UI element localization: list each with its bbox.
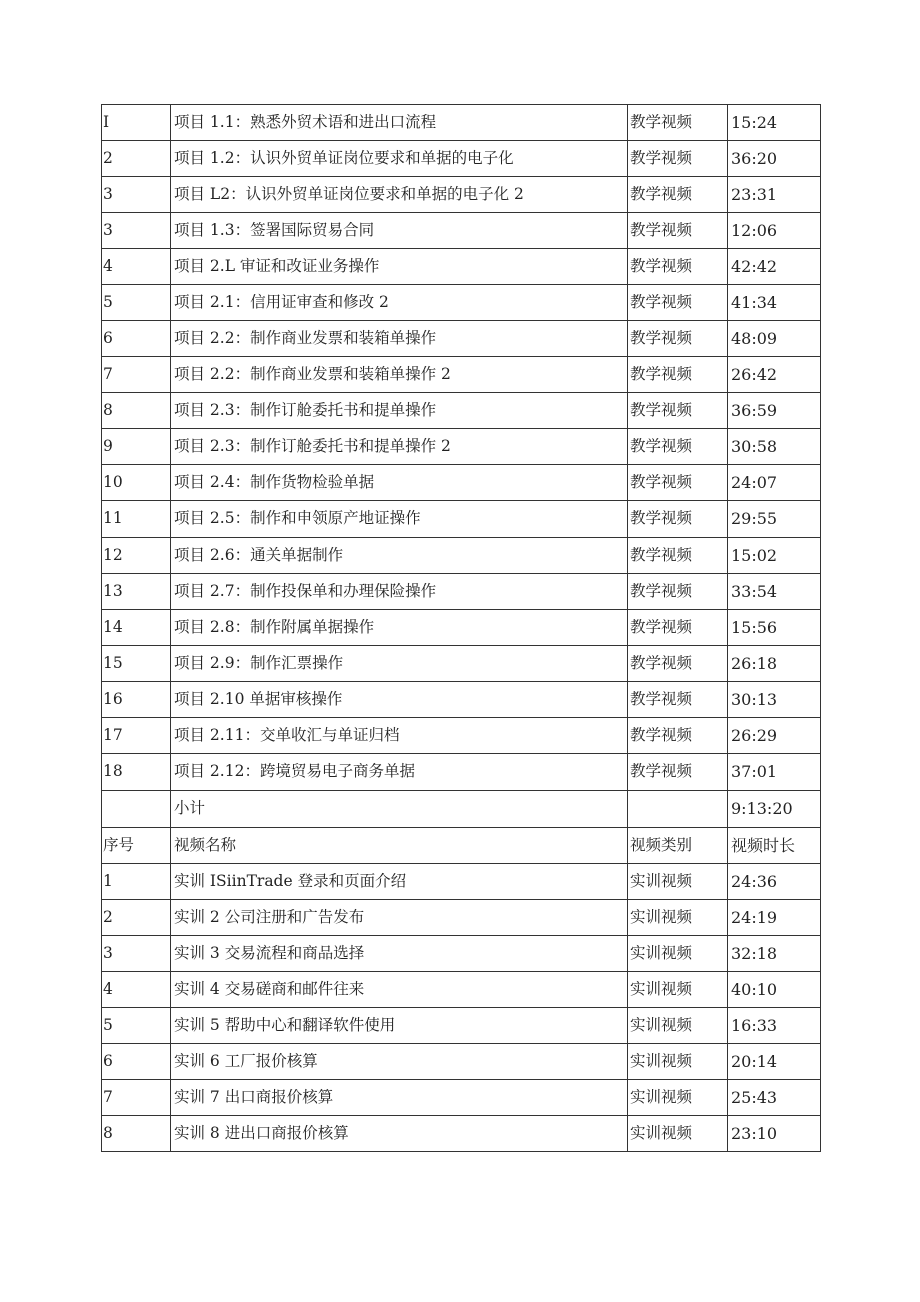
table-row: [102, 105, 821, 141]
video-duration-cell: 16:33: [728, 1008, 821, 1044]
row-number-cell: 6: [102, 1044, 171, 1080]
video-name-cell: 视频名称: [171, 828, 628, 864]
video-type-cell: [628, 791, 728, 828]
video-name-cell: 项目 2.2：制作商业发票和装箱单操作 2: [171, 357, 628, 393]
video-name-cell: 项目 2.5：制作和申领原产地证操作: [171, 501, 628, 538]
table-row: [102, 501, 821, 538]
table-row: [102, 213, 821, 249]
video-duration-cell: 25:43: [728, 1080, 821, 1116]
video-type-cell: 教学视频: [628, 285, 728, 321]
video-name-cell: 项目 2.3：制作订舱委托书和提单操作 2: [171, 429, 628, 465]
video-duration-cell: 15:02: [728, 538, 821, 574]
video-name-cell: 项目 2.12：跨境贸易电子商务单据: [171, 754, 628, 791]
row-number-cell: 4: [102, 972, 171, 1008]
row-number-cell: 3: [102, 177, 171, 213]
video-name-cell: 项目 2.2：制作商业发票和装箱单操作: [171, 321, 628, 357]
row-number-cell: 5: [102, 1008, 171, 1044]
video-type-cell: 教学视频: [628, 213, 728, 249]
video-duration-cell: 26:29: [728, 718, 821, 754]
video-duration-cell: 9:13:20: [728, 791, 821, 828]
row-number-cell: 17: [102, 718, 171, 754]
video-type-cell: 视频类别: [628, 828, 728, 864]
row-number-cell: 9: [102, 429, 171, 465]
row-number-cell: 2: [102, 141, 171, 177]
video-duration-cell: 24:36: [728, 864, 821, 900]
video-type-cell: 实训视频: [628, 1080, 728, 1116]
video-name-cell: 项目 2.7：制作投保单和办理保险操作: [171, 574, 628, 610]
video-type-cell: 教学视频: [628, 465, 728, 501]
row-number-cell: 5: [102, 285, 171, 321]
row-number-cell: 16: [102, 682, 171, 718]
table-row: [102, 1080, 821, 1116]
row-number-cell: 7: [102, 1080, 171, 1116]
video-type-cell: 教学视频: [628, 754, 728, 791]
video-duration-cell: 24:19: [728, 900, 821, 936]
video-duration-cell: 15:24: [728, 105, 821, 141]
video-type-cell: 教学视频: [628, 105, 728, 141]
video-type-cell: 教学视频: [628, 610, 728, 646]
table-row: [102, 610, 821, 646]
row-number-cell: 2: [102, 900, 171, 936]
row-number-cell: 15: [102, 646, 171, 682]
video-name-cell: 实训 8 进出口商报价核算: [171, 1116, 628, 1152]
video-duration-cell: 37:01: [728, 754, 821, 791]
video-name-cell: 实训 4 交易磋商和邮件往来: [171, 972, 628, 1008]
video-name-cell: 项目 2.9：制作汇票操作: [171, 646, 628, 682]
video-name-cell: 项目 2.1：信用证审查和修改 2: [171, 285, 628, 321]
row-number-cell: 10: [102, 465, 171, 501]
table-row: [102, 646, 821, 682]
table-row: [102, 828, 821, 864]
table-row: [102, 357, 821, 393]
row-number-cell: 3: [102, 213, 171, 249]
table-row: [102, 285, 821, 321]
video-duration-cell: 36:20: [728, 141, 821, 177]
table-row: [102, 538, 821, 574]
table-row: [102, 682, 821, 718]
video-type-cell: 教学视频: [628, 393, 728, 429]
video-duration-cell: 20:14: [728, 1044, 821, 1080]
video-name-cell: 实训 7 出口商报价核算: [171, 1080, 628, 1116]
video-duration-cell: 40:10: [728, 972, 821, 1008]
video-duration-cell: 23:31: [728, 177, 821, 213]
table-row: [102, 177, 821, 213]
video-duration-cell: 33:54: [728, 574, 821, 610]
video-name-cell: 项目 1.1：熟悉外贸术语和进出口流程: [171, 105, 628, 141]
video-type-cell: 教学视频: [628, 538, 728, 574]
video-type-cell: 教学视频: [628, 321, 728, 357]
row-number-cell: 6: [102, 321, 171, 357]
table-row: [102, 393, 821, 429]
video-name-cell: 项目 2.11：交单收汇与单证归档: [171, 718, 628, 754]
video-duration-cell: 29:55: [728, 501, 821, 538]
video-name-cell: 项目 2.4：制作货物检验单据: [171, 465, 628, 501]
video-type-cell: 教学视频: [628, 646, 728, 682]
row-number-cell: 1: [102, 864, 171, 900]
table-row: [102, 465, 821, 501]
video-name-cell: 实训 2 公司注册和广告发布: [171, 900, 628, 936]
row-number-cell: 18: [102, 754, 171, 791]
row-number-cell: 8: [102, 393, 171, 429]
table-row: [102, 429, 821, 465]
table-row: [102, 972, 821, 1008]
video-type-cell: 教学视频: [628, 718, 728, 754]
table-row: [102, 574, 821, 610]
video-name-cell: 项目 2.L 审证和改证业务操作: [171, 249, 628, 285]
video-name-cell: 项目 1.3：签署国际贸易合同: [171, 213, 628, 249]
table-row: [102, 791, 821, 828]
table-row: [102, 1008, 821, 1044]
video-type-cell: 教学视频: [628, 682, 728, 718]
video-duration-cell: 41:34: [728, 285, 821, 321]
table-row: [102, 321, 821, 357]
row-number-cell: 4: [102, 249, 171, 285]
table-row: [102, 1044, 821, 1080]
video-duration-cell: 视频时长: [728, 828, 821, 864]
row-number-cell: 3: [102, 936, 171, 972]
table-row: [102, 900, 821, 936]
table-row: [102, 1116, 821, 1152]
video-type-cell: 教学视频: [628, 177, 728, 213]
video-name-cell: 实训 ISiinTrade 登录和页面介绍: [171, 864, 628, 900]
video-type-cell: 教学视频: [628, 429, 728, 465]
video-duration-cell: 42:42: [728, 249, 821, 285]
video-type-cell: 教学视频: [628, 249, 728, 285]
video-duration-cell: 48:09: [728, 321, 821, 357]
video-list-table: [101, 104, 821, 1152]
video-type-cell: 教学视频: [628, 501, 728, 538]
row-number-cell: 11: [102, 501, 171, 538]
video-type-cell: 实训视频: [628, 1044, 728, 1080]
table-row: [102, 249, 821, 285]
row-number-cell: 12: [102, 538, 171, 574]
video-name-cell: 项目 2.3：制作订舱委托书和提单操作: [171, 393, 628, 429]
row-number-cell: 14: [102, 610, 171, 646]
video-duration-cell: 30:58: [728, 429, 821, 465]
row-number-cell: 7: [102, 357, 171, 393]
video-duration-cell: 36:59: [728, 393, 821, 429]
video-duration-cell: 23:10: [728, 1116, 821, 1152]
row-number-cell: I: [102, 105, 171, 141]
video-duration-cell: 30:13: [728, 682, 821, 718]
video-duration-cell: 26:42: [728, 357, 821, 393]
video-duration-cell: 15:56: [728, 610, 821, 646]
video-type-cell: 实训视频: [628, 1116, 728, 1152]
row-number-cell: 序号: [102, 828, 171, 864]
video-type-cell: 实训视频: [628, 972, 728, 1008]
video-type-cell: 实训视频: [628, 1008, 728, 1044]
video-type-cell: 教学视频: [628, 141, 728, 177]
table-row: [102, 936, 821, 972]
video-duration-cell: 32:18: [728, 936, 821, 972]
video-name-cell: 项目 L2：认识外贸单证岗位要求和单据的电子化 2: [171, 177, 628, 213]
video-name-cell: 实训 5 帮助中心和翻译软件使用: [171, 1008, 628, 1044]
video-list-body: [102, 105, 821, 1152]
video-name-cell: 项目 2.10 单据审核操作: [171, 682, 628, 718]
video-name-cell: 项目 2.8：制作附属单据操作: [171, 610, 628, 646]
table-row: [102, 864, 821, 900]
row-number-cell: 13: [102, 574, 171, 610]
video-type-cell: 教学视频: [628, 574, 728, 610]
row-number-cell: [102, 791, 171, 828]
video-name-cell: 小计: [171, 791, 628, 828]
video-type-cell: 实训视频: [628, 900, 728, 936]
video-name-cell: 项目 2.6：通关单据制作: [171, 538, 628, 574]
video-type-cell: 实训视频: [628, 936, 728, 972]
table-row: [102, 718, 821, 754]
video-duration-cell: 12:06: [728, 213, 821, 249]
table-row: [102, 141, 821, 177]
video-duration-cell: 26:18: [728, 646, 821, 682]
video-name-cell: 项目 1.2：认识外贸单证岗位要求和单据的电子化: [171, 141, 628, 177]
video-duration-cell: 24:07: [728, 465, 821, 501]
video-name-cell: 实训 6 工厂报价核算: [171, 1044, 628, 1080]
video-type-cell: 实训视频: [628, 864, 728, 900]
row-number-cell: 8: [102, 1116, 171, 1152]
video-type-cell: 教学视频: [628, 357, 728, 393]
table-row: [102, 754, 821, 791]
video-name-cell: 实训 3 交易流程和商品选择: [171, 936, 628, 972]
